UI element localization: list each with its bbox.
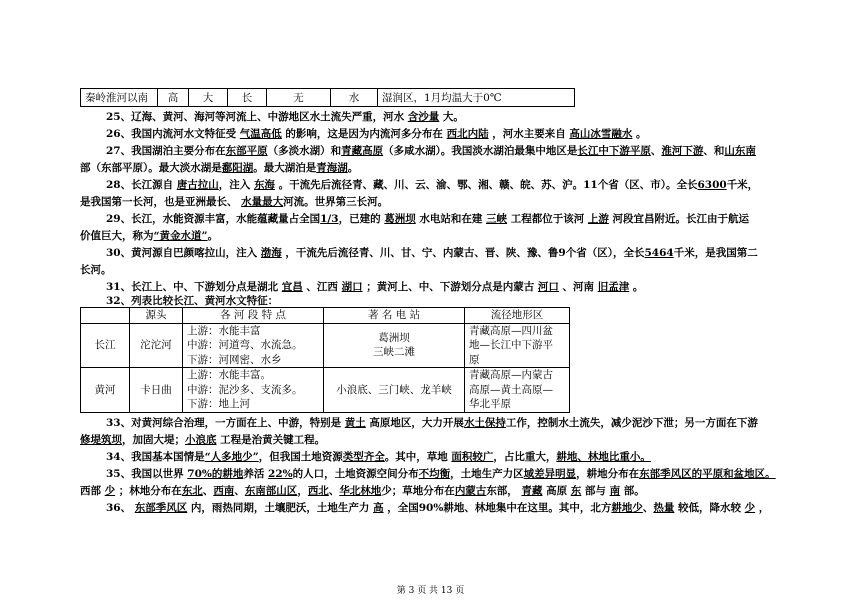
question-28: 28、长江源自 唐古拉山，注入 东海 。干流先后流径青、藏、川、云、渝、鄂、湘、赣、皖、苏、沪。11个省（区、市）。全长6300千米， xyxy=(106,179,759,191)
question-29: 29、长江，水能资源丰富，水能蕴藏量占全国1/3，已建的 葛洲坝 水电站和在建 三峡 工程都位于该河 上游 河段宜昌附近。长江由于航运 xyxy=(106,213,750,225)
question-35: 35、我国以世界 70%的耕地养活 22%的人口，土地资源空间分布不均衡，土地生产力区域差异明显，耕地分布在东部季风区的平原和盆地区。 xyxy=(106,468,776,480)
river-source: 卡日曲 xyxy=(130,368,183,413)
river-features xyxy=(183,323,324,368)
top-table-row xyxy=(80,88,575,107)
question-28-cont: 是我国第一长河，也是亚洲最长、 水量最大河流。世界第三长河。 xyxy=(80,196,389,208)
table-cell: 水 xyxy=(331,89,378,107)
feature-line: 中游：河道弯、水流急。 xyxy=(187,339,303,351)
question-36: 36、 东部季风区 内，雨热同期，土壤肥沃，土地生产力 高 ，全国90%耕地、林地集中在这里。其中，北方耕地少、热量 较低，降水较 少 ， xyxy=(106,502,770,514)
feature-line: 下游：地上河 xyxy=(187,398,250,410)
table-header-cell: 著 名 电 站 xyxy=(324,308,465,324)
table-cell: 大 xyxy=(189,89,228,107)
river-stations xyxy=(324,368,465,413)
question-27: 27、我国湖泊主要分布在东部平原（多淡水湖）和青藏高原（多咸水湖）。我国淡水湖泊最集中地区是长江中下游平原、淮河下游、和山东南 xyxy=(106,145,756,157)
table-cell: 高 xyxy=(158,89,189,107)
table-header-cell: 源头 xyxy=(130,308,183,324)
table-row xyxy=(81,323,570,368)
river-source: 沱沱河 xyxy=(130,323,183,368)
question-25: 25、辽海、黄河、海河等河流上、中游地区水土流失严重，河水 含沙量 大。 xyxy=(106,111,464,123)
question-29-cont: 价值巨大，称为“黄金水道”。 xyxy=(80,230,219,242)
feature-line: 下游：河网密、水乡 xyxy=(187,353,282,366)
question-30: 30、黄河源自巴颜喀拉山，注入 渤海 ，干流先后流径青、川、甘、宁、内蒙古、晋、陕、豫、鲁9个省（区），全长5464千米，是我国第二 xyxy=(106,247,758,259)
river-name: 长江 xyxy=(81,323,130,368)
table-cell: 无 xyxy=(267,89,331,107)
table-header-cell xyxy=(81,308,130,324)
station-line: 三峡二滩 xyxy=(373,346,415,359)
station-line: 小浪底、三门峡、龙羊峡 xyxy=(336,383,452,396)
table-header-row xyxy=(81,308,570,324)
table-row xyxy=(81,368,570,413)
terrain-line: 青藏高原—内蒙古 xyxy=(469,369,553,381)
page-footer: 第 3 页 共 13 页 xyxy=(396,586,465,596)
river-features xyxy=(183,368,324,413)
terrain-line: 原 xyxy=(469,353,480,366)
question-34: 34、我国基本国情是“人多地少”，但我国土地资源类型齐全。其中，草地 面积较广，占比重大，耕地、林地比重小。 xyxy=(106,451,651,463)
question-27-cont: 部（东部平原）。最大淡水湖是鄱阳湖。最大湖泊是青海湖。 xyxy=(80,162,359,174)
table-header-cell: 流径地形区 xyxy=(465,308,570,324)
question-32: 32、列表比较长江、黄河水文特征： xyxy=(106,295,279,307)
terrain-line: 华北平原 xyxy=(469,398,511,410)
station-line: 葛洲坝 xyxy=(378,331,410,344)
question-35-cont: 西部 少 ；林地分布在东北、西南、东南部山区，西北、华北林地少；草地分布在内蒙古东部， 青藏 高原 东 部与 南 部。 xyxy=(80,485,645,497)
table-cell: 秦岭淮河以南 xyxy=(81,89,158,107)
terrain-line: 青藏高原—四川盆 xyxy=(469,324,553,337)
river-stations xyxy=(324,323,465,368)
river-terrain xyxy=(465,368,570,413)
comparison-table xyxy=(80,307,570,413)
terrain-line: 高原—黄土高原— xyxy=(469,383,553,396)
question-31: 31、长江上、中、下游划分点是湖北 宜昌 、江西 湖口 ；黄河上、中、下游划分点是内蒙古 河口 、河南 旧孟津 。 xyxy=(106,281,644,293)
river-name: 黄河 xyxy=(81,368,130,413)
river-terrain xyxy=(465,323,570,368)
feature-line: 中游：泥沙多、支流多。 xyxy=(187,383,303,396)
table-header-cell: 各 河 段 特 点 xyxy=(183,308,324,324)
feature-line: 上游：水能丰富。 xyxy=(187,369,271,381)
terrain-line: 地—长江中下游平 xyxy=(469,339,553,351)
table-cell: 长 xyxy=(228,89,267,107)
question-33-cont: 修堤筑坝，加固大堤；小浪底 工程是治黄关键工程。 xyxy=(80,434,326,446)
feature-line: 上游：水能丰富 xyxy=(187,324,261,337)
question-33: 33、对黄河综合治理，一方面在上、中游，特别是 黄土 高原地区，大力开展水土保持工作，控制水土流失，减少泥沙下泄；另一方面在下游 xyxy=(106,417,758,429)
question-30-cont: 长河。 xyxy=(80,264,112,276)
table-row xyxy=(81,89,575,107)
table-cell: 湿润区，1月均温大于0℃ xyxy=(378,89,575,107)
question-26: 26、我国内流河水文特征受 气温高低 的影响，这是因为内流河多分布在 西北内陆 ，河水主要来自 高山冰雪融水 。 xyxy=(106,128,647,140)
